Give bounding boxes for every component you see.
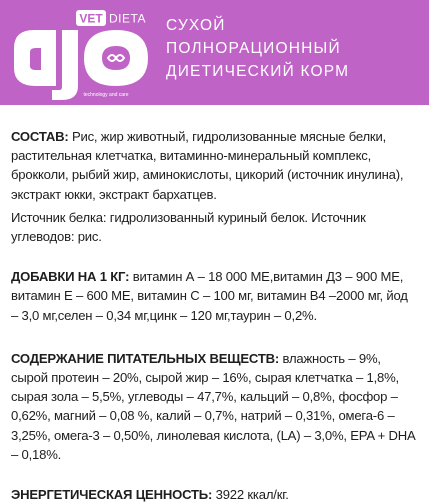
headline-line-2: ПОЛНОРАЦИОННЫЙ bbox=[166, 40, 341, 57]
dieta-text: DIETA bbox=[109, 11, 146, 26]
product-info bbox=[0, 105, 429, 504]
vet-text: VET bbox=[79, 11, 103, 26]
energy-label: ЭНЕРГЕТИЧЕСКАЯ ЦЕННОСТЬ: bbox=[11, 487, 213, 503]
tagline-text: technology and care bbox=[83, 92, 129, 98]
ajo-logo bbox=[8, 8, 158, 100]
header-banner bbox=[0, 0, 429, 105]
ajo-logo-icon bbox=[8, 8, 158, 100]
energy-text: 3922 ккал/кг. bbox=[212, 487, 289, 503]
nutrients-text: влажность – 9%, сырой протеин – 20%, сырой жир – 16%, сырая клетчатка – 1,8%, сырая зола – 5,5%, углеводы – 47,7%, кальций – 0,8%, фосфор – 0,62%, магний – 0,08 %, калий – 0,7%, натрий – 0,31%, омега-6 – 3,25%, омега-3 – 0,50%, линолевая кислота, (LA) – 3,0%, EPA + DHA – 0,18%. bbox=[11, 350, 415, 462]
nutrients-label: СОДЕРЖАНИЕ ПИТАТЕЛЬНЫХ ВЕЩЕСТВ: bbox=[11, 350, 280, 366]
infinity-icon bbox=[108, 55, 124, 61]
additives-label: ДОБАВКИ НА 1 КГ: bbox=[11, 269, 130, 285]
protein-source-paragraph bbox=[11, 204, 418, 246]
headline-line-3: ДИЕТИЧЕСКИЙ КОРМ bbox=[166, 63, 350, 80]
additives-text: витамин А – 18 000 МЕ,витамин Д3 – 900 МЕ, витамин Е – 600 МЕ, витамин С – 100 мг, витамин В4 –2000 мг, йод – 3,0 мг,селен – 0,34 мг,цинк – 120 мг,таурин – 0,2%. bbox=[11, 269, 408, 323]
ajo-lettering bbox=[14, 30, 148, 100]
additives-paragraph bbox=[11, 246, 418, 325]
nutrients-paragraph bbox=[11, 325, 418, 464]
composition-label: СОСТАВ: bbox=[11, 129, 69, 144]
product-headline bbox=[166, 14, 349, 83]
energy-paragraph bbox=[11, 464, 418, 504]
protein-source-text: Источник белка: гидролизованный куриный белок. Источник углеводов: рис. bbox=[11, 209, 366, 245]
headline-line-1: СУХОЙ bbox=[166, 17, 226, 34]
composition-paragraph bbox=[11, 105, 418, 204]
composition-text: Рис, жир животный, гидролизованные мясные белки, растительная клетчатка, витаминно-минеральный комплекс, брокколи, рыбий жир, аминокислоты, цикорий (источник инулина), экстракт юкки, экстракт бархатцев. bbox=[11, 129, 404, 202]
